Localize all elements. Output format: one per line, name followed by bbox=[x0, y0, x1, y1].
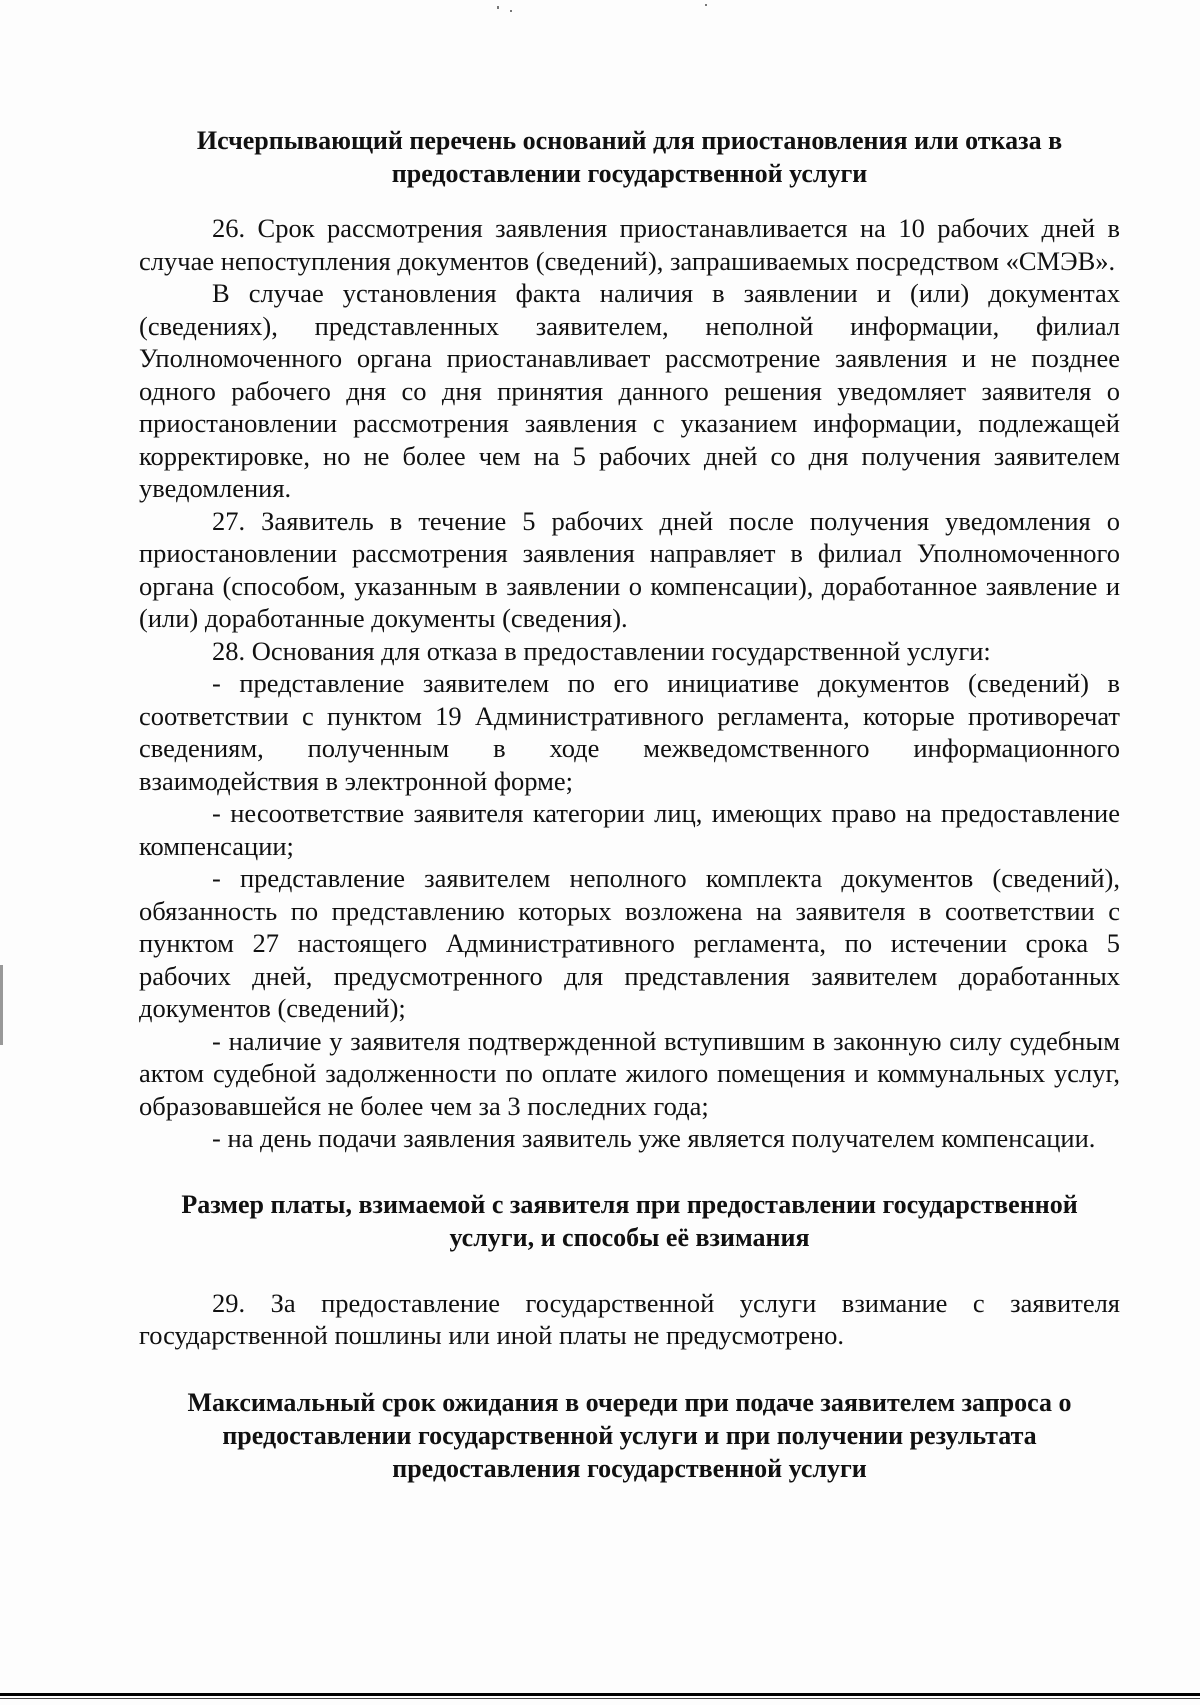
scan-speck bbox=[497, 6, 499, 9]
scan-speck bbox=[0, 965, 3, 1045]
paragraph-26-continued: В случае установления факта наличия в заявлении и (или) документах (сведениях), представленных заявителем, неполной информации, филиал Уполномоченного органа приостанавливает рассмотрение заявления и не позднее одного рабочего дня со дня принятия данного решения уведомляет заявителя о приостановлении рассмотрения заявления с указанием информации, подлежащей корректировке, но не более чем на 5 рабочих дней со дня получения заявителем уведомления. bbox=[139, 278, 1120, 503]
section-heading-fee: Размер платы, взимаемой с заявителя при предоставлении государственной услуги, и способы её взимания bbox=[181, 1189, 1078, 1252]
section-heading-queue-time: Максимальный срок ожидания в очереди при подаче заявителем запроса о предоставлении государственной услуги и при получении результата предоставления государственной услуги bbox=[187, 1387, 1072, 1483]
scan-speck bbox=[510, 10, 512, 12]
list-item-refusal-ground: - представление заявителем по его инициативе документов (сведений) в соответствии с пунктом 19 Административного регламента, которые противоречат сведениям, полученным в ходе межведомственного информационного взаимодействия в электронной форме; bbox=[139, 668, 1120, 796]
paragraph-29: 29. За предоставление государственной услуги взимание с заявителя государственной пошлины или иной платы не предусмотрено. bbox=[139, 1287, 1120, 1350]
list-item-refusal-ground: - на день подачи заявления заявитель уже является получателем компенсации. bbox=[212, 1123, 1096, 1153]
paragraph-27: 27. Заявитель в течение 5 рабочих дней после получения уведомления о приостановлении рассмотрения заявления направляет в филиал Уполномоченного органа (способом, указанным в заявлении о компенсации), доработанное заявление и (или) доработанные документы (сведения). bbox=[139, 505, 1120, 633]
list-item-refusal-ground: - наличие у заявителя подтвержденной вступившим в законную силу судебным актом судебной задолженности по оплате жилого помещения и коммунальных услуг, образовавшейся не более чем за 3 последних года; bbox=[139, 1025, 1120, 1121]
scan-border-bottom-inner bbox=[0, 1698, 1200, 1699]
scan-speck bbox=[705, 4, 707, 6]
paragraph-26: 26. Срок рассмотрения заявления приостанавливается на 10 рабочих дней в случае непоступления документов (сведений), запрашиваемых посредством «СМЭВ». bbox=[139, 213, 1120, 276]
document-body bbox=[139, 124, 1120, 1485]
scan-border-bottom bbox=[0, 1693, 1200, 1696]
section-heading-suspension-refusal: Исчерпывающий перечень оснований для приостановления или отказа в предоставлении государственной услуги bbox=[196, 126, 1063, 188]
list-item-refusal-ground: - несоответствие заявителя категории лиц, имеющих право на предоставление компенсации; bbox=[139, 798, 1120, 861]
list-item-refusal-ground: - представление заявителем неполного комплекта документов (сведений), обязанность по представлению которых возложена на заявителя в соответствии с пунктом 27 настоящего Административного регламента, по истечении срока 5 рабочих дней, предусмотренного для представления заявителем доработанных документов (сведений); bbox=[139, 863, 1120, 1023]
paragraph-28: 28. Основания для отказа в предоставлении государственной услуги: bbox=[212, 635, 991, 666]
